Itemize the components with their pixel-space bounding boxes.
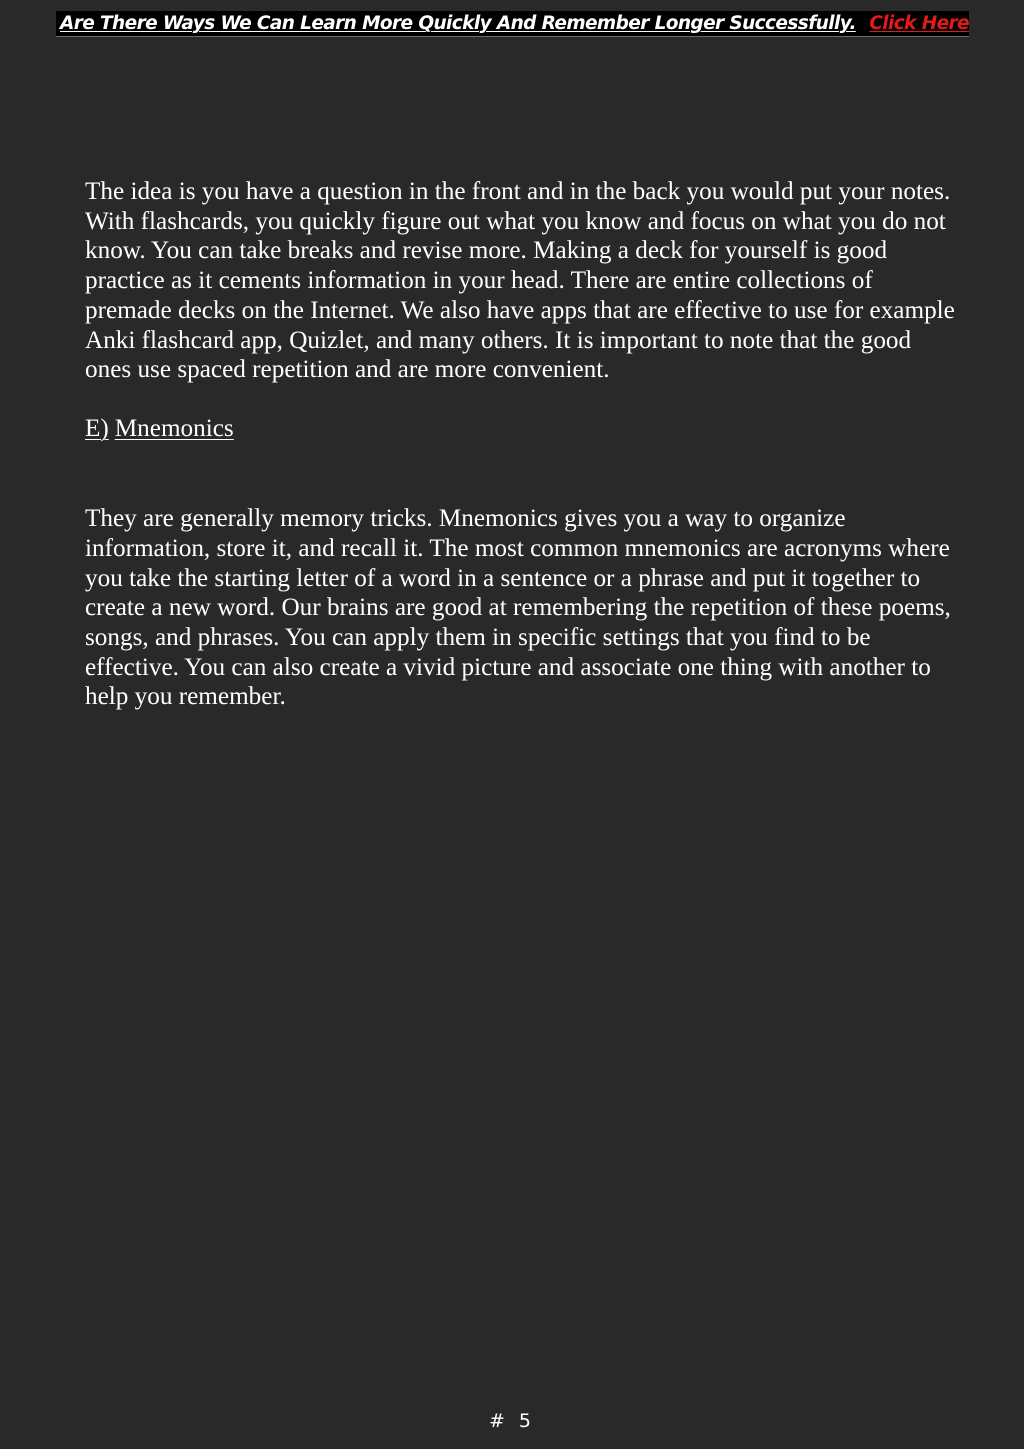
click-here-link[interactable]: Click Here (869, 13, 969, 34)
banner-headline-link[interactable]: Are There Ways We Can Learn More Quickly And Remember Longer Successfully. (60, 13, 856, 34)
section-heading-mnemonics (85, 414, 955, 444)
section-heading-title: Mnemonics (114, 415, 234, 443)
page-content (85, 177, 955, 712)
top-banner[interactable] (56, 11, 969, 37)
mnemonics-paragraph: They are generally memory tricks. Mnemonics gives you a way to organize information, store it, and recall it. The most common mnemonics are acronyms where you take the starting letter of a word in a sentence or a phrase and put it together to create a new word. Our brains are good at remembering the repetition of these poems, songs, and phrases. You can apply them in specific settings that you find to be effective. You can also create a vivid picture and associate one thing with another to help you remember. (85, 505, 951, 711)
page-number: # 5 (488, 1410, 536, 1432)
section-heading-letter: E) (85, 415, 109, 443)
flashcards-paragraph: The idea is you have a question in the front and in the back you would put your notes. With flashcards, you quickly figure out what you know and focus on what you do not know. You can take breaks and revise more. Making a deck for yourself is good practice as it cements information in your head. There are entire collections of premade decks on the Internet. We also have apps that are effective to use for example Anki flashcard app, Quizlet, and many others. It is important to note that the good ones use spaced repetition and are more convenient. (85, 178, 955, 384)
